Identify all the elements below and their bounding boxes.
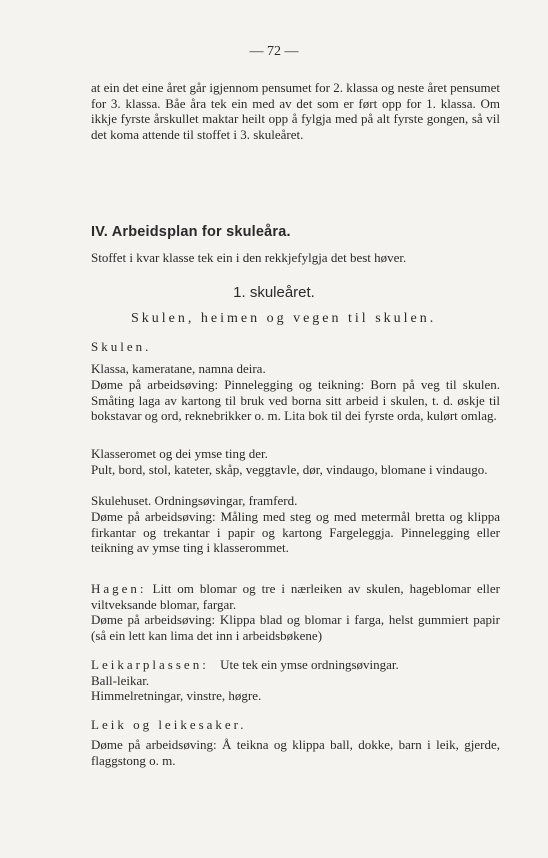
paragraph-himmel: Himmelretningar, vinstre, høgre. — [91, 688, 262, 703]
subheading: 1. skuleåret. — [233, 284, 315, 301]
section-intro: Stoffet i kvar klasse tek ein i den rekkjefylgja det best høver. — [91, 250, 407, 265]
paragraph-dome-3: Døme på arbeidsøving: Klippa blad og blomar i farga, helst gummiert papir (så ein lett kan lima det inn i arbeidsbøkene) — [91, 612, 500, 643]
leikarplassen-label: Leikarplassen: — [91, 657, 209, 672]
leik-title: Leik og leikesaker. — [91, 717, 247, 732]
paragraph-dome-4: Døme på arbeidsøving: Å teikna og klippa ball, dokke, barn i leik, gjerde, flaggstong o. m. — [91, 737, 500, 768]
hagen-text: Litt om blomar og tre i nærleiken av skulen, hageblomar eller viltveksande blomar, fargar. — [91, 581, 501, 612]
paragraph-klasserom: Klasseromet og dei ymse ting der. — [91, 446, 268, 461]
paragraph-klassa: Klassa, kameratane, namna deira. — [91, 361, 266, 376]
paragraph-skulehuset: Skulehuset. Ordningsøvingar, framferd. — [91, 493, 298, 508]
paragraph-ball: Ball-leikar. — [91, 673, 150, 688]
paragraph-leikarplassen — [91, 657, 500, 673]
paragraph-dome-1: Døme på arbeidsøving: Pinnelegging og teikning: Born på veg til skulen. Småting laga av kartong til bruk ved borna sitt arbeid i skulen, t. d. øskje til bokstavar og ord, reknebrikker o. m. Lita bok til dei fyrste orda, kulørt omlag. — [91, 377, 500, 423]
section-heading: IV. Arbeidsplan for skuleåra. — [91, 224, 291, 240]
theme-line: Skulen, heimen og vegen til skulen. — [131, 311, 437, 326]
leikarplassen-text: Ute tek ein ymse ordningsøvingar. — [220, 657, 399, 672]
paragraph-pult: Pult, bord, stol, kateter, skåp, veggtavle, dør, vindaugo, blomane i vindaugo. — [91, 462, 488, 477]
page-number: — 72 — — [249, 44, 299, 59]
topic-title: Skulen. — [91, 339, 152, 354]
hagen-label: Hagen: — [91, 581, 147, 596]
intro-paragraph: at ein det eine året går igjennom pensumet for 2. klassa og neste året pensumet for 3. klassa. Båe åra tek ein med av det som er ført opp for 1. klassa. Om ikkje fyrste årskullet maktar heilt opp å fylgja med på alt fyrste gongen, så vil det koma attende til stoffet i 3. skuleåret. — [91, 80, 500, 142]
paragraph-dome-2: Døme på arbeidsøving: Måling med steg og med metermål bretta og klippa firkantar og trekantar i papir og kartong Fargeleggja. Pinnelegging eller teikning av ymse ting i klasserommet. — [91, 509, 500, 555]
paragraph-hagen — [91, 581, 500, 612]
